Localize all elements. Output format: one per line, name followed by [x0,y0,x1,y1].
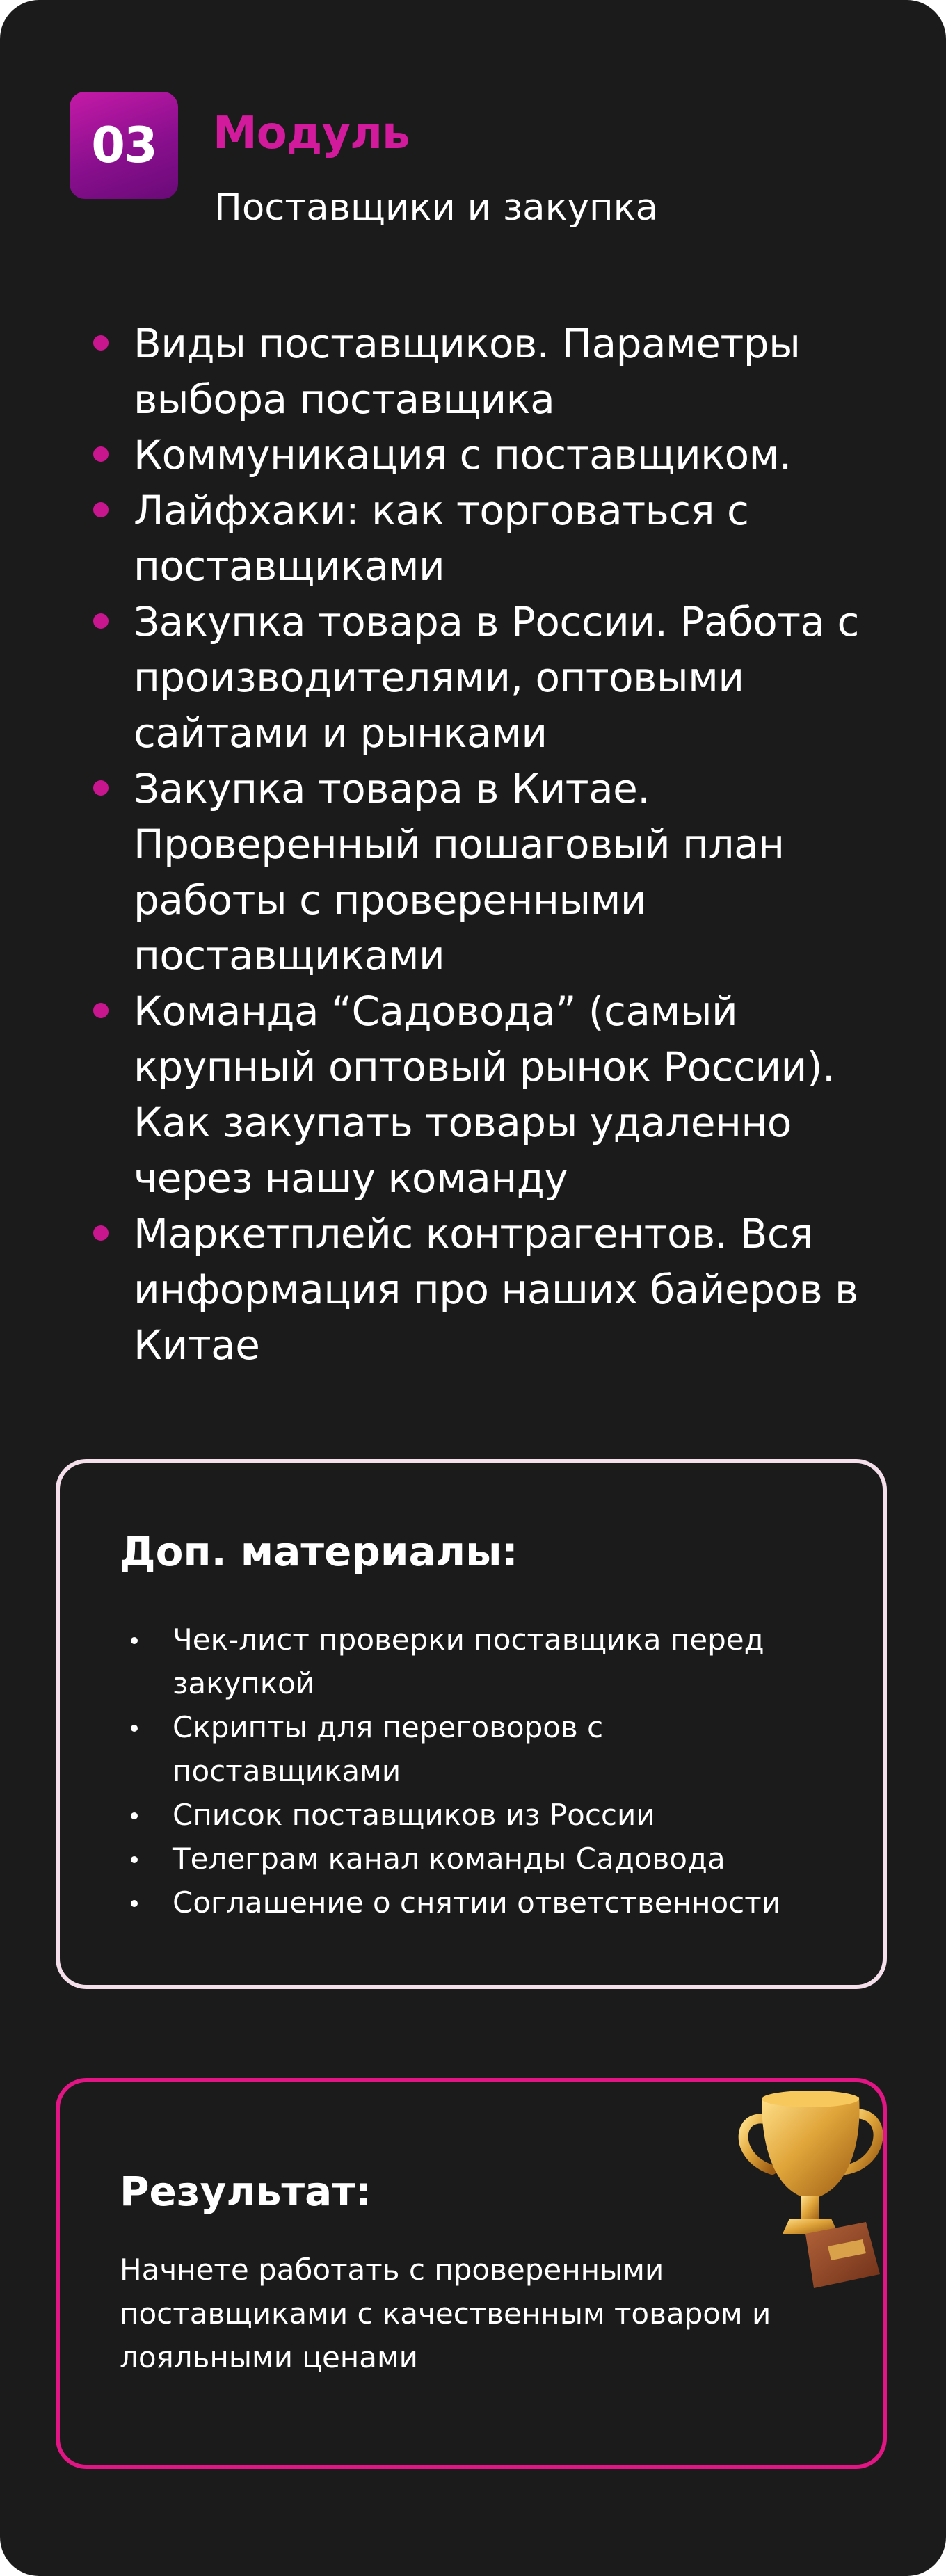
topic-list [90,316,904,1373]
topic-item [90,1206,904,1373]
topic-text: Коммуникация с поставщиком. [134,431,792,478]
topic-text: Закупка товара в Китае. Проверенный пошаговый план работы с проверенными поставщиками [134,765,785,979]
topic-text: Лайфхаки: как торговаться с поставщиками [134,487,749,590]
materials-box [56,1459,887,1989]
bullet-icon [93,446,109,462]
dot-icon [131,1637,138,1644]
bullet-icon [93,1225,109,1241]
topic-text: Закупка товара в России. Работа с производителями, оптовыми сайтами и рынками [134,598,859,757]
materials-item [127,1705,836,1793]
dot-icon [131,1900,138,1907]
result-text: Начнете работать с проверенными поставщиками с качественным товаром и лояльными ценами [120,2253,771,2374]
topic-item [90,316,904,427]
topic-text: Виды поставщиков. Параметры выбора поставщика [134,320,801,423]
topic-item [90,427,904,483]
materials-item [127,1837,836,1881]
materials-item-text: Соглашение о снятии ответственности [173,1885,781,1919]
materials-item-text: Скрипты для переговоров с поставщиками [173,1710,604,1788]
trophy-icon [723,2079,890,2288]
bullet-icon [93,335,109,351]
module-number-badge: 03 [70,92,178,199]
dot-icon [131,1856,138,1863]
topic-item [90,983,904,1206]
materials-title: Доп. материалы: [120,1528,518,1575]
bullet-icon [93,1003,109,1018]
materials-item [127,1881,836,1924]
dot-icon [131,1725,138,1732]
topic-text: Команда “Садовода” (самый крупный оптовый рынок России). Как закупать товары удаленно через нашу команду [134,988,835,1202]
materials-list [127,1618,836,1924]
result-title: Результат: [120,2168,372,2215]
topic-item [90,594,904,761]
bullet-icon [93,502,109,517]
topic-item [90,483,904,594]
bullet-icon [93,780,109,796]
materials-item-text: Список поставщиков из России [173,1798,655,1832]
materials-item-text: Телеграм канал команды Садовода [173,1842,725,1876]
dot-icon [131,1812,138,1819]
module-label: Модуль [213,108,410,159]
module-title: Поставщики и закупка [214,186,659,229]
topic-item [90,761,904,983]
bullet-icon [93,613,109,629]
topic-text: Маркетплейс контрагентов. Вся информация про наших байеров в Китае [134,1210,858,1369]
materials-item [127,1793,836,1837]
materials-item-text: Чек-лист проверки поставщика перед закупкой [173,1623,764,1700]
materials-item [127,1618,836,1705]
